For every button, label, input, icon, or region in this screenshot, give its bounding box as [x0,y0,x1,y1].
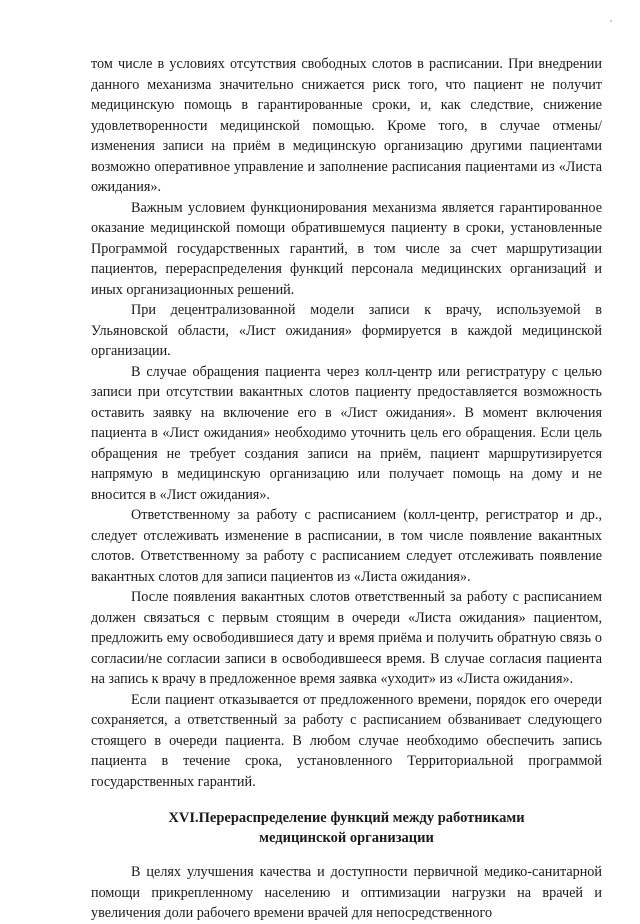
paragraph-vacant-slots: После появления вакантных слотов ответственный за работу с расписанием должен связаться с первым стоящим в очереди «Листа ожидания» пациентом, предложить ему освободившиеся дату и время приёма и получить обратную связь о согласии/не согласии записи в освободившееся время. В случае согласия пациента на запись к врачу в предложенное время заявка «уходит» из «Листа ожидания». [91,589,602,687]
paragraph-quality-improvement: В целях улучшения качества и доступности первичной медико-санитарной помощи прикрепленному населению и оптимизации нагрузки на врачей и увеличения доли рабочего времени врачей для непосредственного [91,864,602,921]
section-heading [91,808,602,848]
scan-speck [610,20,612,22]
paragraph-decentralized-model: При децентрализованной модели записи к врачу, используемой в Ульяновской области, «Лист ожидания» формируется в каждой медицинской организации. [91,302,602,359]
paragraph-call-center-request: В случае обращения пациента через колл-центр или регистратуру с целью записи при отсутствии вакантных слотов пациенту предоставляется возможность оставить заявку на включение его в «Лист ожидания». В момент включения пациента в «Лист ожидания» необходимо уточнить цель его обращения. Если цель обращения не требует создания записи на приём, пациент маршрутизируется напрямую в медицинскую организацию или получает помощь на дому и не вносится в «Лист ожидания». [91,363,602,503]
paragraph-schedule-monitoring: Ответственному за работу с расписанием (колл-центр, регистратор и др., следует отслеживать изменение в расписании, в том числе появление вакантных слотов. Ответственному за работу с расписанием следует отслеживать появление вакантных слотов для записи пациентов из «Листа ожидания». [91,507,602,585]
paragraph-waitlist-benefits: том числе в условиях отсутствия свободных слотов в расписании. При внедрении данного механизма значительно снижается риск того, что пациент не получит медицинскую помощь в гарантированные сроки, и, как следствие, снижение удовлетворенности медицинской помощью. Кроме того, в случае отмены/изменения записи на приём в медицинскую организацию другими пациентами возможно оперативное управление и заполнение расписания пациентами из «Листа ожидания». [91,56,602,195]
paragraph-patient-refusal: Если пациент отказывается от предложенного времени, порядок его очереди сохраняется, а ответственный за работу с расписанием обзванивает следующего стоящего в очереди пациента. В любом случае необходимо обеспечить запись пациента в течение срока, установленного Территориальной программой государственных гарантий. [91,691,602,790]
paragraph-mechanism-condition: Важным условием функционирования механизма является гарантированное оказание медицинской помощи обратившемуся пациенту в сроки, установленные Программой государственных гарантий, в том числе за счет маршрутизации пациентов, перераспределения функций персонала медицинских организаций и иных организационных решений. [91,199,602,298]
document-page [91,54,602,924]
section-heading-line-2: медицинской организации [259,830,434,846]
section-heading-line-1: XVI.Перераспределение функций между работниками [168,810,525,826]
